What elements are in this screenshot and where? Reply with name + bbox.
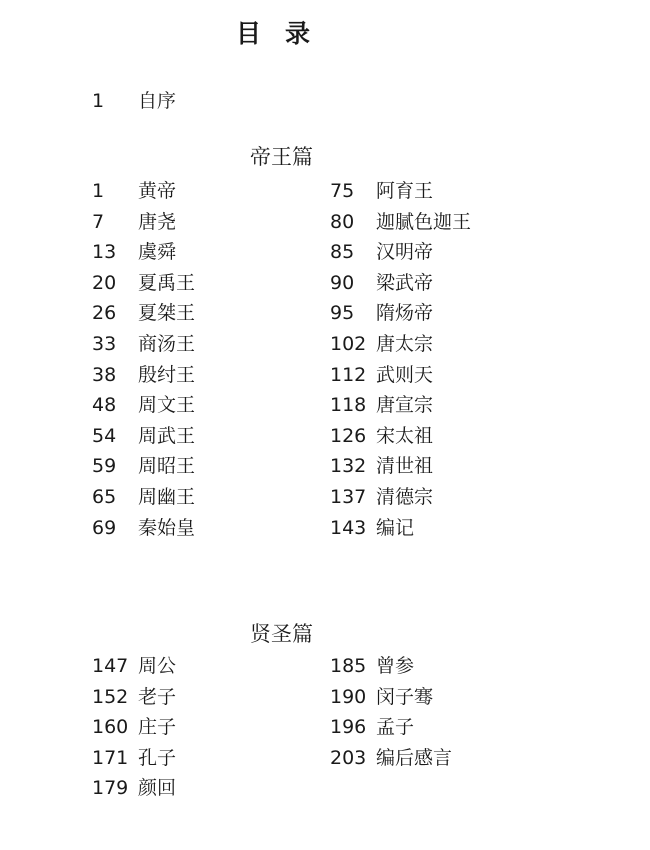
- toc-entry[interactable]: [92, 712, 176, 743]
- toc-entry[interactable]: [330, 268, 471, 299]
- emperors-left-column: [92, 176, 195, 543]
- entry-page-number: 95: [330, 302, 355, 325]
- entry-page-number: 196: [330, 716, 367, 739]
- entry-title: 周幽王: [138, 485, 196, 508]
- entry-title: 周武王: [138, 424, 196, 447]
- toc-entry[interactable]: [330, 651, 452, 682]
- entry-page-number: 33: [92, 332, 117, 355]
- sages-left-column: [92, 651, 176, 804]
- toc-entry[interactable]: [92, 360, 195, 391]
- toc-entry[interactable]: [330, 298, 471, 329]
- entry-page-number: 90: [330, 271, 355, 294]
- entry-title: 唐尧: [138, 210, 177, 233]
- entry-title: 老子: [138, 685, 177, 708]
- entry-title: 梁武帝: [376, 271, 434, 294]
- entry-page-number: 171: [92, 746, 129, 769]
- entry-page-number: 69: [92, 516, 117, 539]
- toc-entry[interactable]: [330, 451, 471, 482]
- toc-entry[interactable]: [92, 237, 195, 268]
- page-title: 目录: [235, 19, 334, 48]
- entry-title: 曾参: [376, 655, 415, 677]
- entry-page-number: 132: [330, 455, 367, 478]
- entry-title: 阿育王: [376, 180, 434, 202]
- entry-title: 闵子骞: [376, 685, 434, 708]
- toc-entry[interactable]: [330, 682, 452, 713]
- entry-page-number: 65: [92, 485, 117, 508]
- entry-title: 迦腻色迦王: [376, 210, 472, 233]
- toc-entry[interactable]: [92, 207, 195, 238]
- entry-title: 唐太宗: [376, 332, 434, 355]
- toc-entry[interactable]: [92, 298, 195, 329]
- emperors-right-column: [330, 176, 471, 543]
- entry-title: 清世祖: [376, 455, 434, 478]
- toc-entry[interactable]: [330, 743, 452, 774]
- toc-entry[interactable]: [92, 651, 176, 682]
- toc-entry[interactable]: [92, 176, 195, 207]
- entry-title: 唐宣宗: [376, 394, 434, 417]
- toc-entry[interactable]: [92, 773, 176, 804]
- preface-entry[interactable]: [92, 86, 176, 113]
- toc-entry[interactable]: [330, 421, 471, 452]
- entry-page-number: 160: [92, 716, 129, 739]
- entry-title: 周文王: [138, 394, 196, 417]
- toc-entry[interactable]: [92, 482, 195, 513]
- toc-entry[interactable]: [330, 482, 471, 513]
- toc-entry[interactable]: [330, 360, 471, 391]
- toc-entry[interactable]: [92, 421, 195, 452]
- entry-page-number: 137: [330, 485, 367, 508]
- entry-title: 夏禹王: [138, 271, 196, 294]
- entry-page-number: 152: [92, 685, 129, 708]
- entry-page-number: 126: [330, 424, 367, 447]
- toc-entry[interactable]: [330, 176, 471, 207]
- entry-page-number: 1: [92, 180, 105, 202]
- toc-entry[interactable]: [330, 513, 471, 544]
- entry-title: 编记: [376, 516, 415, 539]
- sages-right-column: [330, 651, 452, 773]
- entry-title: 编后感言: [376, 746, 453, 769]
- entry-page-number: 102: [330, 332, 367, 355]
- entry-title: 庄子: [138, 716, 177, 739]
- entry-page-number: 190: [330, 685, 367, 708]
- entry-title: 夏桀王: [138, 302, 196, 325]
- entry-title: 周昭王: [138, 455, 196, 478]
- entry-title: 黄帝: [138, 180, 177, 202]
- entry-page-number: 143: [330, 516, 367, 539]
- entry-page-number: 80: [330, 210, 355, 233]
- toc-entry[interactable]: [330, 207, 471, 238]
- section-heading-emperors: 帝王篇: [250, 145, 313, 169]
- entry-page-number: 59: [92, 455, 117, 478]
- entry-page-number: 185: [330, 655, 367, 677]
- entry-page-number: 75: [330, 180, 355, 202]
- entry-page-number: 7: [92, 210, 105, 233]
- entry-title: 自序: [138, 90, 177, 112]
- entry-title: 秦始皇: [138, 516, 196, 539]
- toc-entry[interactable]: [92, 513, 195, 544]
- entry-page-number: 1: [92, 90, 105, 112]
- toc-entry[interactable]: [330, 712, 452, 743]
- section-heading-sages: 贤圣篇: [250, 622, 313, 646]
- entry-page-number: 38: [92, 363, 117, 386]
- entry-page-number: 203: [330, 746, 367, 769]
- entry-title: 周公: [138, 655, 177, 677]
- entry-title: 商汤王: [138, 332, 196, 355]
- toc-entry[interactable]: [330, 237, 471, 268]
- entry-page-number: 26: [92, 302, 117, 325]
- toc-entry[interactable]: [92, 390, 195, 421]
- entry-page-number: 118: [330, 394, 367, 417]
- toc-entry[interactable]: [92, 743, 176, 774]
- toc-entry[interactable]: [92, 451, 195, 482]
- entry-title: 殷纣王: [138, 363, 196, 386]
- toc-entry[interactable]: [330, 329, 471, 360]
- entry-title: 清德宗: [376, 485, 434, 508]
- entry-title: 孔子: [138, 746, 177, 769]
- entry-title: 宋太祖: [376, 424, 434, 447]
- entry-page-number: 85: [330, 241, 355, 264]
- entry-title: 武则天: [376, 363, 434, 386]
- entry-title: 孟子: [376, 716, 415, 739]
- entry-page-number: 147: [92, 655, 129, 677]
- entry-title: 汉明帝: [376, 241, 434, 264]
- entry-title: 颜回: [138, 777, 177, 800]
- entry-page-number: 179: [92, 777, 129, 800]
- toc-entry[interactable]: [92, 682, 176, 713]
- toc-entry[interactable]: [92, 268, 195, 299]
- toc-entry[interactable]: [330, 390, 471, 421]
- entry-page-number: 13: [92, 241, 117, 264]
- entry-page-number: 112: [330, 363, 367, 386]
- entry-title: 隋炀帝: [376, 302, 434, 325]
- toc-entry[interactable]: [92, 329, 195, 360]
- entry-title: 虞舜: [138, 241, 177, 264]
- entry-page-number: 54: [92, 424, 117, 447]
- entry-page-number: 48: [92, 394, 117, 417]
- entry-page-number: 20: [92, 271, 117, 294]
